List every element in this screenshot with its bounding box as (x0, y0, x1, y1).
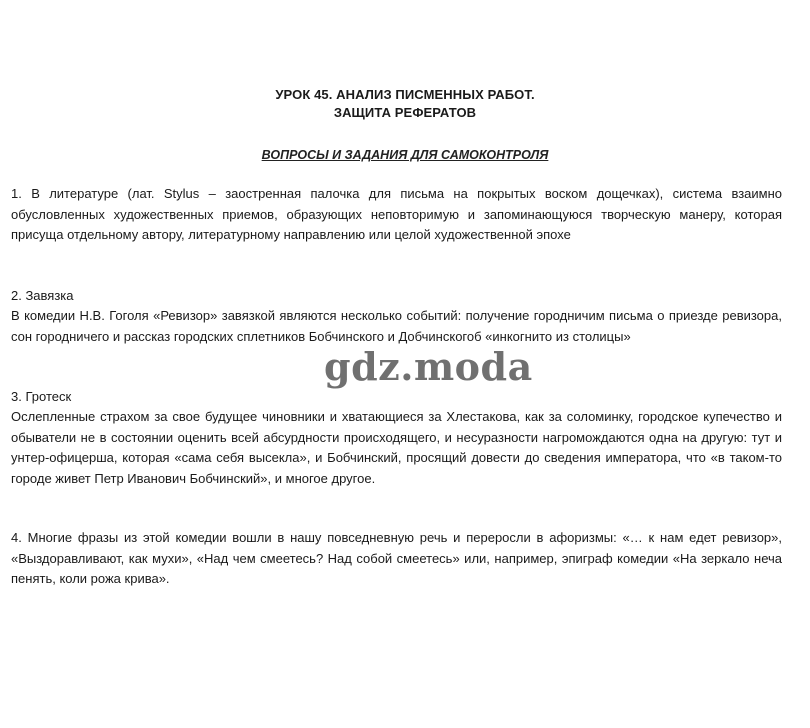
answer-4 (11, 528, 782, 590)
answer-2-heading: 2. Завязка (11, 288, 74, 303)
lesson-title-line2: ЗАЩИТА РЕФЕРАТОВ (333, 105, 477, 120)
answer-1 (11, 184, 782, 246)
answer-4-text: 4. Многие фразы из этой комедии вошли в нашу повседневную речь и переросли в афоризмы: «… к нам едет ревизор», «Выздоравливают, как мухи», «Над чем смеетесь? Над собой смеетесь» или, например, эпиграф комедии «На зеркало неча пенять, коли рожа крива». (11, 530, 782, 586)
answer-1-text: 1. В литературе (лат. Stylus – заостренная палочка для письма на покрытых воском дощечках), система взаимно обусловленных художественных приемов, образующих неповторимую и запоминающуюся творческую манеру, которая присуща отдельному автору, литературному направлению или целой художественной эпохе (11, 186, 782, 242)
section-subtitle: ВОПРОСЫ И ЗАДАНИЯ ДЛЯ САМОКОНТРОЛЯ (261, 148, 549, 162)
answer-2-text: В комедии Н.В. Гоголя «Ревизор» завязкой являются несколько событий: получение городничим письма о приезде ревизора, сон городничего и рассказ городских сплетников Бобчинского и Добчинскогоб «инкогнито из столицы» (11, 308, 782, 344)
lesson-title: УРОК 45. АНАЛИЗ ПИСМЕННЫХ РАБОТ. (275, 87, 535, 102)
answer-2 (11, 306, 782, 347)
answer-3-text: Ослепленные страхом за свое будущее чиновники и хватающиеся за Хлестакова, как за соломинку, городское купечество и обыватели не в состоянии оценить всей абсурдности происходящего, и несуразности нагромождаются одна на другую: тут и унтер-офицерша, которая «сама себя высекла», и Бобчинский, просящий довести до сведения императора, что «в таком-то городе живет Петр Иванович Бобчинский», и многое другое. (11, 409, 782, 486)
answer-2-heading-block (11, 286, 782, 307)
answer-3 (11, 407, 782, 489)
answer-3-heading: 3. Гротеск (11, 389, 72, 404)
watermark: gdz.moda (324, 344, 533, 389)
answer-3-heading-block (11, 387, 782, 408)
